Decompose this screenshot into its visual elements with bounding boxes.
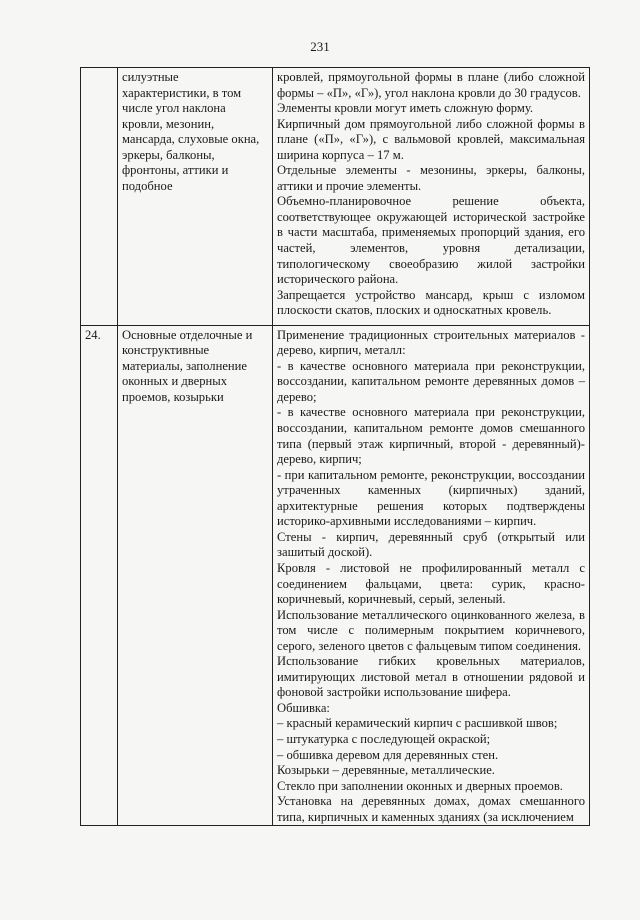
row-number bbox=[81, 68, 118, 326]
requirement-paragraph: кровлей, прямоугольной формы в плане (либо сложной формы – «П», «Г»), угол наклона кровли до 30 градусов. bbox=[277, 70, 585, 100]
requirement-paragraph: Запрещается устройство мансард, крыш с изломом плоскости скатов, плоских и односкатных кровель. bbox=[277, 287, 585, 318]
row-number: 24. bbox=[81, 325, 118, 826]
requirements-cell bbox=[273, 68, 590, 326]
regulations-table bbox=[80, 67, 590, 826]
requirements-cell bbox=[273, 325, 590, 826]
parameter-text: Основные отделочные и конструктивные материалы, заполнение оконных и дверных проемов, козырьки bbox=[122, 327, 253, 404]
requirement-paragraph: - при капитальном ремонте, реконструкции, воссоздании утраченных каменных (кирпичных) зданий, архитектурные решения которых подтверждены историко-архивными исследованиями – кирпич. bbox=[277, 467, 585, 529]
page-number: 231 bbox=[310, 39, 330, 54]
requirement-paragraph: – обшивка деревом для деревянных стен. bbox=[277, 747, 499, 762]
requirement-paragraph: Использование гибких кровельных материалов, имитирующих листовой метал в отношении рядовой и фоновой застройки использование шифера. bbox=[277, 654, 585, 700]
parameter-name bbox=[118, 68, 273, 326]
requirement-paragraph: Кровля - листовой не профилированный металл с соединением фальцами, цвета: сурик, красно-коричневый, коричневый, серый, зеленый. bbox=[277, 560, 585, 607]
requirement-paragraph: Обшивка: bbox=[277, 700, 330, 715]
requirement-paragraph: Установка на деревянных домах, домах смешанного типа, кирпичных и каменных зданиях (за исключением bbox=[277, 794, 585, 824]
requirement-paragraph: Объемно-планировочное решение объекта, соответствующее окружающей исторической застройке в части масштаба, применяемых пропорций здания, его частей, элементов, уровня детализации, типологическому своеобразию жилой застройки исторического района. bbox=[277, 194, 585, 287]
requirement-paragraph: - в качестве основного материала при реконструкции, воссоздании, капитальном ремонте деревянных домов – дерево; bbox=[277, 358, 585, 404]
requirement-paragraph: Стены - кирпич, деревянный сруб (открытый или зашитый доской). bbox=[277, 529, 585, 560]
requirement-paragraph: Применение традиционных строительных материалов - дерево, кирпич, металл: bbox=[277, 327, 585, 358]
requirement-paragraph: Использование металлического оцинкованного железа, в том числе с полимерным покрытием коричневого, серого, зеленого цветов с фальцевым типом соединения. bbox=[277, 607, 585, 653]
requirement-paragraph: Козырьки – деревянные, металлические. bbox=[277, 763, 495, 778]
table-row bbox=[81, 325, 590, 826]
table-row bbox=[81, 68, 590, 326]
parameter-text: силуэтные характеристики, в том числе угол наклона кровли, мезонин, мансарда, слуховые окна, эркеры, балконы, фронтоны, аттики и подобное bbox=[122, 70, 260, 193]
requirement-paragraph: Кирпичный дом прямоугольной либо сложной формы в плане («П», «Г»), с вальмовой кровлей, максимальная ширина корпуса – 17 м. bbox=[277, 116, 585, 162]
requirement-paragraph: Стекло при заполнении оконных и дверных проемов. bbox=[277, 778, 563, 793]
requirement-paragraph: – штукатурка с последующей окраской; bbox=[277, 731, 491, 746]
requirement-paragraph: - в качестве основного материала при реконструкции, воссоздании, капитальном ремонте домов смешанного типа (первый этаж кирпичный, второй - деревянный)- дерево, кирпич; bbox=[277, 405, 585, 467]
requirement-paragraph: – красный керамический кирпич с расшивкой швов; bbox=[277, 716, 558, 731]
parameter-name bbox=[118, 325, 273, 826]
requirement-paragraph: Отдельные элементы - мезонины, эркеры, балконы, аттики и прочие элементы. bbox=[277, 163, 585, 193]
requirement-paragraph: Элементы кровли могут иметь сложную форму. bbox=[277, 101, 534, 116]
